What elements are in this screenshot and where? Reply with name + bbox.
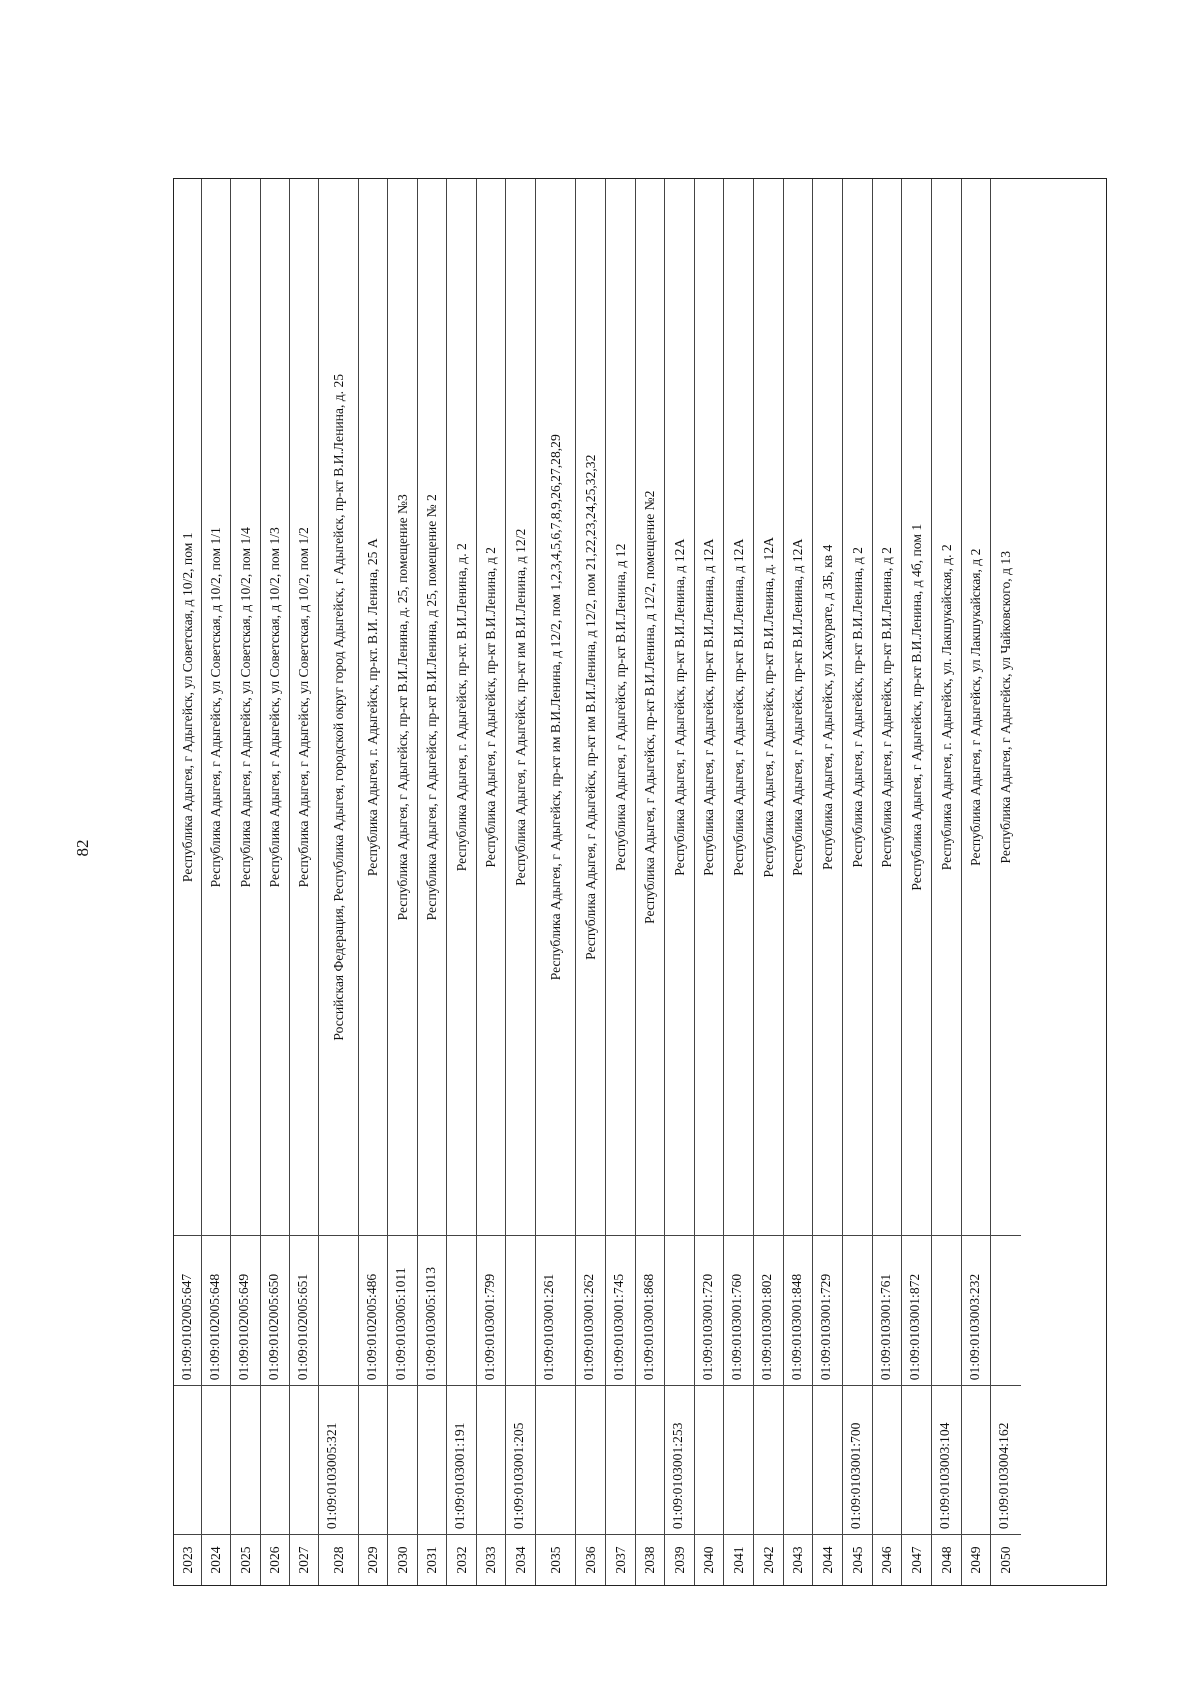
parent-cadastral-cell — [174, 1385, 201, 1534]
parent-cadastral-cell — [636, 1385, 664, 1534]
table-row — [932, 179, 962, 1585]
table-row — [843, 179, 873, 1585]
parent-cadastral-cell: 01:09:0103001:253 — [665, 1385, 694, 1534]
row-number-cell: 2031 — [418, 1534, 446, 1585]
cadastral-number-cell: 01:09:0103003:232 — [962, 1235, 990, 1385]
address-cell: Республика Адыгея, г. Адыгейск, ул. Лакшукайская, д. 2 — [938, 544, 954, 871]
parent-cadastral-cell — [754, 1385, 783, 1534]
row-number-cell: 2036 — [576, 1534, 605, 1585]
row-number-cell: 2027 — [290, 1534, 318, 1585]
address-cell: Республика Адыгея, г Адыгейск, ул Советская, д 10/2, пом 1/2 — [296, 527, 311, 888]
cadastral-number-cell — [506, 1235, 535, 1385]
table-row — [506, 179, 536, 1585]
address-cell: Республика Адыгея, г Адыгейск, пр-кт В.И.Ленина, д 12А — [701, 538, 716, 876]
address-cell: Республика Адыгея, г Адыгейск, пр-кт им В.И.Ленина, д 12/2, пом 1,2,3,4,5,6,7,8,9,26,27,28,29 — [547, 434, 563, 981]
table-row — [576, 179, 606, 1585]
parent-cadastral-cell: 01:09:0103001:191 — [447, 1385, 476, 1534]
cadastral-number-cell — [843, 1235, 872, 1385]
parent-cadastral-cell — [388, 1385, 417, 1534]
row-number-cell: 2023 — [174, 1534, 201, 1585]
parent-cadastral-cell — [576, 1385, 605, 1534]
table-row — [447, 179, 477, 1585]
row-number-cell: 2049 — [962, 1534, 990, 1585]
table-row — [665, 179, 695, 1585]
address-cell: Республика Адыгея, г Адыгейск, ул Советская, д 10/2, пом 1/4 — [237, 527, 253, 888]
parent-cadastral-cell — [202, 1385, 230, 1534]
address-cell: Республика Адыгея, г Адыгейск, пр-кт им В.И.Ленина, д 12/2, пом 21,22,23,24,25,32,32 — [582, 454, 598, 960]
row-number-cell: 2038 — [636, 1534, 664, 1585]
cadastral-number-cell — [319, 1235, 358, 1385]
table-row — [536, 179, 576, 1585]
parent-cadastral-cell: 01:09:0103001:205 — [506, 1385, 535, 1534]
parent-cadastral-cell — [724, 1385, 753, 1534]
address-cell: Республика Адыгея, г Адыгейск, пр-кт им В.И.Ленина, д 12/2 — [512, 528, 528, 886]
parent-cadastral-cell: 01:09:0103004:162 — [991, 1385, 1021, 1534]
cadastral-number-cell: 01:09:0103005:1011 — [388, 1235, 417, 1385]
cadastral-number-cell: 01:09:0102005:486 — [359, 1235, 387, 1385]
cadastral-number-cell: 01:09:0102005:650 — [261, 1235, 289, 1385]
table-row — [174, 179, 202, 1585]
cadastral-number-cell: 01:09:0103001:261 — [536, 1235, 575, 1385]
cadastral-number-cell: 01:09:0102005:649 — [231, 1235, 260, 1385]
row-number-cell: 2046 — [873, 1534, 901, 1585]
parent-cadastral-cell — [261, 1385, 289, 1534]
parent-cadastral-cell — [962, 1385, 990, 1534]
address-cell: Республика Адыгея, г Адыгейск, ул Советская, д 10/2, пом 1/1 — [208, 527, 223, 888]
table-row — [636, 179, 665, 1585]
address-cell: Республика Адыгея, г Адыгейск, ул Чайковского, д 13 — [998, 550, 1013, 864]
cadastral-number-cell: 01:09:0102005:651 — [290, 1235, 318, 1385]
table-row — [319, 179, 359, 1585]
table-row — [290, 179, 319, 1585]
parent-cadastral-cell: 01:09:0103001:700 — [843, 1385, 872, 1534]
address-cell: Российская Федерация, Республика Адыгея, городской округ город Адыгейск, г Адыгейск, пр-кт В.И.Ленина, д. 25 — [330, 373, 346, 1041]
address-cell: Республика Адыгея, г Адыгейск, ул Хакурате, д 3Б, кв 4 — [819, 544, 835, 870]
cadastral-number-cell: 01:09:0103001:745 — [606, 1235, 635, 1385]
table-row — [962, 179, 991, 1585]
address-cell: Республика Адыгея, г Адыгейск, пр-кт В.И.Ленина, д 2 — [849, 547, 865, 868]
address-cell: Республика Адыгея, г Адыгейск, пр-кт В.И.Ленина, д 12/2, помещение №2 — [642, 490, 657, 924]
cadastral-number-cell: 01:09:0102005:647 — [174, 1235, 201, 1385]
cadastral-number-cell: 01:09:0103001:868 — [636, 1235, 664, 1385]
cadastral-number-cell: 01:09:0103001:872 — [902, 1235, 931, 1385]
parent-cadastral-cell — [813, 1385, 842, 1534]
table-row — [724, 179, 754, 1585]
address-cell: Республика Адыгея, г Адыгейск, пр-кт В.И.Ленина, д 25, помещение № 2 — [424, 494, 439, 921]
row-number-cell: 2029 — [359, 1534, 387, 1585]
address-cell: Республика Адыгея, г. Адыгейск, пр-кт. В.И.Ленина, д. 2 — [453, 543, 469, 872]
parent-cadastral-cell: 01:09:0103005:321 — [319, 1385, 358, 1534]
cadastral-number-cell — [447, 1235, 476, 1385]
address-cell: Республика Адыгея, г Адыгейск, пр-кт В.И.Ленина, д 4б, пом 1 — [908, 523, 924, 891]
address-cell: Республика Адыгея, г Адыгейск, пр-кт В.И.Ленина, д 12А — [730, 538, 746, 876]
row-number-cell: 2048 — [932, 1534, 961, 1585]
address-cell: Республика Адыгея, г Адыгейск, ул Лакшукайская, д 2 — [968, 548, 983, 866]
table-row — [813, 179, 843, 1585]
row-number-cell: 2037 — [606, 1534, 635, 1585]
cadastral-number-cell — [932, 1235, 961, 1385]
cadastral-number-cell: 01:09:0103005:1013 — [418, 1235, 446, 1385]
row-number-cell: 2033 — [477, 1534, 505, 1585]
table-row — [202, 179, 231, 1585]
cadastral-number-cell — [665, 1235, 694, 1385]
cadastral-number-cell: 01:09:0103001:760 — [724, 1235, 753, 1385]
cadastral-number-cell: 01:09:0103001:799 — [477, 1235, 505, 1385]
table-row — [991, 179, 1021, 1585]
table-row — [606, 179, 636, 1585]
address-cell: Республика Адыгея, г Адыгейск, пр-кт В.И.Ленина, д 12А — [671, 538, 687, 876]
address-cell: Республика Адыгея, г Адыгейск, пр-кт В.И.Ленина, д 12 — [612, 543, 628, 871]
address-cell: Республика Адыгея, г Адыгейск, пр-кт В.И.Ленина, д 12А — [790, 538, 805, 876]
address-cell: Республика Адыгея, г Адыгейск, пр-кт В.И.Ленина, д. 25, помещение №3 — [394, 494, 410, 921]
table-row — [261, 179, 290, 1585]
row-number-cell: 2028 — [319, 1534, 358, 1585]
table-row — [477, 179, 506, 1585]
address-cell: Республика Адыгея, г Адыгейск, ул Советская, д 10/2, пом 1/3 — [267, 527, 282, 888]
table-row — [784, 179, 813, 1585]
table-row — [695, 179, 724, 1585]
page-number: 82 — [73, 839, 92, 857]
cadastral-number-cell: 01:09:0103001:720 — [695, 1235, 723, 1385]
table-row — [388, 179, 418, 1585]
cadastral-number-cell: 01:09:0103001:262 — [576, 1235, 605, 1385]
cadastral-number-cell — [991, 1235, 1021, 1385]
row-number-cell: 2025 — [231, 1534, 260, 1585]
parent-cadastral-cell — [902, 1385, 931, 1534]
row-number-cell: 2042 — [754, 1534, 783, 1585]
row-number-cell: 2045 — [843, 1534, 872, 1585]
row-number-cell: 2047 — [902, 1534, 931, 1585]
table-row — [902, 179, 932, 1585]
row-number-cell: 2043 — [784, 1534, 812, 1585]
address-cell: Республика Адыгея, г Адыгейск, пр-кт В.И.Ленина, д 2 — [483, 547, 498, 868]
parent-cadastral-cell — [418, 1385, 446, 1534]
address-cell: Республика Адыгея, г. Адыгейск, пр-кт. В.И. Ленина, 25 А — [365, 538, 380, 877]
parent-cadastral-cell — [784, 1385, 812, 1534]
row-number-cell: 2024 — [202, 1534, 230, 1585]
parent-cadastral-cell — [231, 1385, 260, 1534]
row-number-cell: 2030 — [388, 1534, 417, 1585]
row-number-cell: 2032 — [447, 1534, 476, 1585]
parent-cadastral-cell — [290, 1385, 318, 1534]
address-cell: Республика Адыгея, г Адыгейск, пр-кт В.И.Ленина, д. 12А — [760, 537, 776, 878]
row-number-cell: 2026 — [261, 1534, 289, 1585]
cadastral-number-cell: 01:09:0103001:848 — [784, 1235, 812, 1385]
row-number-cell: 2040 — [695, 1534, 723, 1585]
table-row — [359, 179, 388, 1585]
table-row — [231, 179, 261, 1585]
cadastral-number-cell: 01:09:0103001:802 — [754, 1235, 783, 1385]
row-number-cell: 2050 — [991, 1534, 1021, 1585]
parent-cadastral-cell — [536, 1385, 575, 1534]
cadastral-table — [173, 178, 1107, 1586]
parent-cadastral-cell — [477, 1385, 505, 1534]
parent-cadastral-cell — [695, 1385, 723, 1534]
parent-cadastral-cell: 01:09:0103003:104 — [932, 1385, 961, 1534]
cadastral-number-cell: 01:09:0103001:729 — [813, 1235, 842, 1385]
parent-cadastral-cell — [359, 1385, 387, 1534]
cadastral-number-cell: 01:09:0103001:761 — [873, 1235, 901, 1385]
parent-cadastral-cell — [606, 1385, 635, 1534]
row-number-cell: 2034 — [506, 1534, 535, 1585]
address-cell: Республика Адыгея, г Адыгейск, ул Советская, д 10/2, пом 1 — [179, 532, 195, 883]
address-cell: Республика Адыгея, г Адыгейск, пр-кт В.И.Ленина, д 2 — [879, 547, 894, 868]
row-number-cell: 2035 — [536, 1534, 575, 1585]
table-row — [418, 179, 447, 1585]
row-number-cell: 2039 — [665, 1534, 694, 1585]
row-number-cell: 2041 — [724, 1534, 753, 1585]
parent-cadastral-cell — [873, 1385, 901, 1534]
table-row — [873, 179, 902, 1585]
cadastral-number-cell: 01:09:0102005:648 — [202, 1235, 230, 1385]
row-number-cell: 2044 — [813, 1534, 842, 1585]
table-row — [754, 179, 784, 1585]
